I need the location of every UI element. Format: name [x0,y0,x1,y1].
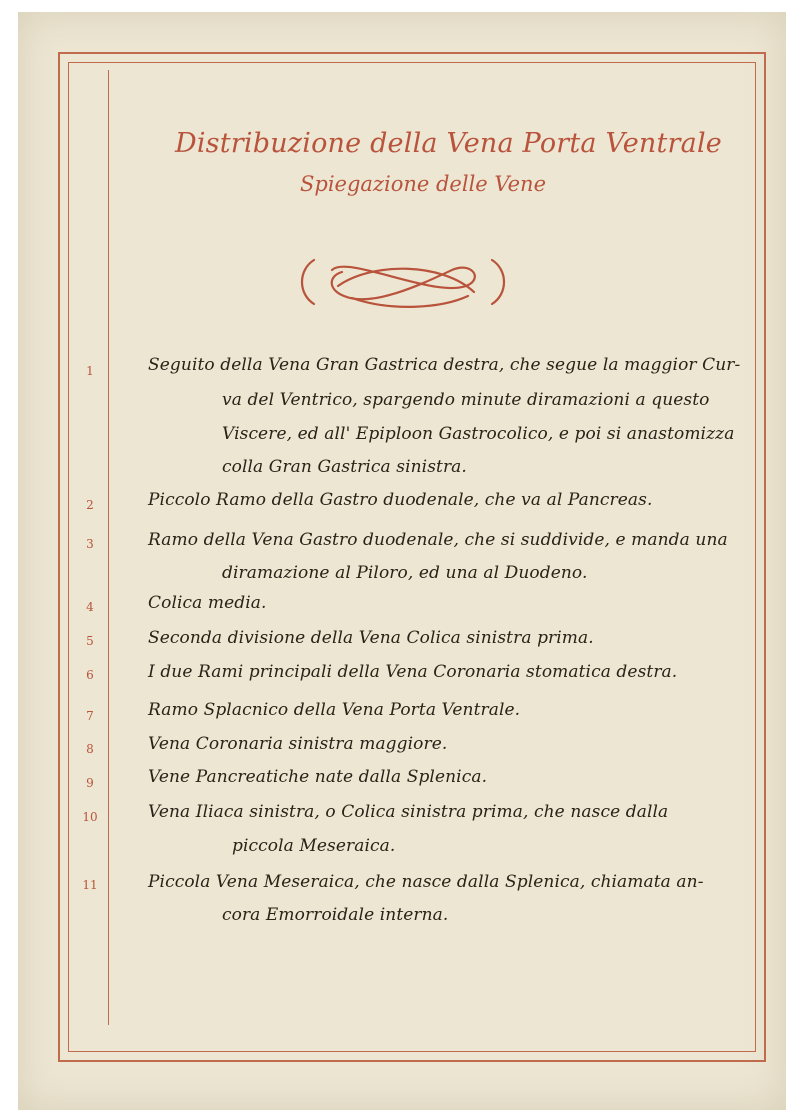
entry-line: Vena Coronaria sinistra maggiore. [148,734,448,754]
entry-number: 1 [86,364,94,378]
entry-line: piccola Meseraica. [232,836,396,856]
page-title: Distribuzione della Vena Porta Ventrale [175,128,722,159]
entry-number: 5 [86,634,94,648]
entry-line: I due Rami principali della Vena Coronaria stomatica destra. [148,662,678,682]
entry-number: 4 [86,600,94,614]
entry-number: 7 [86,709,94,723]
inner-border [68,62,756,1052]
entry-line: va del Ventrico, spargendo minute diramazioni a questo [222,390,710,410]
entry-line: Vena Iliaca sinistra, o Colica sinistra prima, che nasce dalla [148,802,669,822]
entry-line: Ramo della Vena Gastro duodenale, che si suddivide, e manda una [148,530,728,550]
entry-number: 3 [86,537,94,551]
entry-number: 10 [82,810,98,824]
entry-number: 11 [82,878,98,892]
entry-number: 9 [86,776,94,790]
entry-line: Piccola Vena Meseraica, che nasce dalla Splenica, chiamata an- [148,872,704,892]
entry-line: Seguito della Vena Gran Gastrica destra, che segue la maggior Cur- [148,355,741,375]
entry-number: 2 [86,498,94,512]
entry-line: Vene Pancreatiche nate dalla Splenica. [148,767,488,787]
entry-number: 6 [86,668,94,682]
entry-line: Ramo Splacnico della Vena Porta Ventrale. [148,700,521,720]
entry-line: Colica media. [148,593,267,613]
entry-line: Piccolo Ramo della Gastro duodenale, che va al Pancreas. [148,490,653,510]
entry-line: Viscere, ed all' Epiploon Gastrocolico, e poi si anastomizza [222,424,735,444]
entry-number: 8 [86,742,94,756]
page-subtitle: Spiegazione delle Vene [300,172,547,196]
margin-rule [108,70,109,1025]
entry-line: cora Emorroidale interna. [222,905,449,925]
entry-line: diramazione al Piloro, ed una al Duodeno. [222,563,588,583]
flourish-ornament [292,248,514,318]
entry-line: colla Gran Gastrica sinistra. [222,457,467,477]
entry-line: Seconda divisione della Vena Colica sinistra prima. [148,628,594,648]
